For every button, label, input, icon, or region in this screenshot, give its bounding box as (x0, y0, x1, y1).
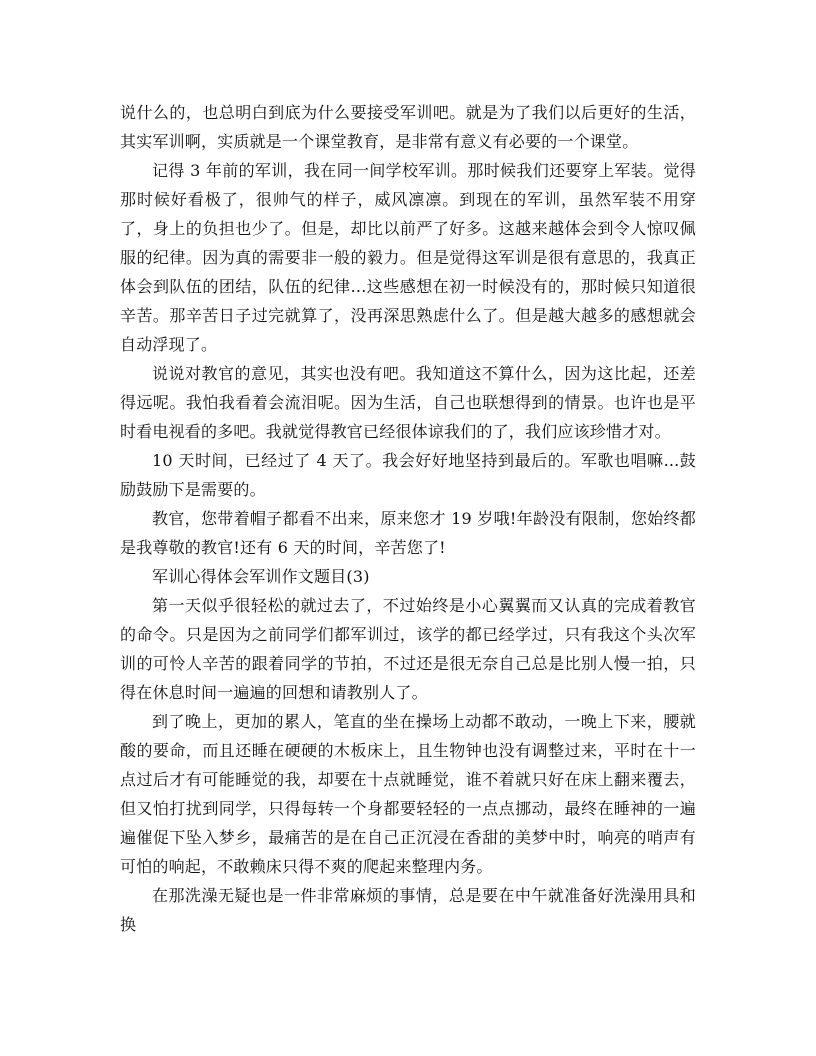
paragraph-evening: 到了晚上，更加的累人，笔直的坐在操场上动都不敢动，一晚上下来，腰就酸的要命，而且还睡在硬硬的木板床上，且生物钟也没有调整过来，平时在十一点过后才有可能睡觉的我，却要在十点就睡觉，谁不着就只好在床上翻来覆去，但又怕打扰到同学，只得每转一个身都要轻轻的一点点挪动，最终在睡神的一遍遍催促下坠入梦乡，最痛苦的是在自己正沉浸在香甜的美梦中时，响亮的哨声有可怕的响起，不敢赖床只得不爽的爬起来整理内务。 (120, 712, 696, 876)
document-page (120, 98, 696, 939)
paragraph-continued: 说什么的，也总明白到底为什么要接受军训吧。就是为了我们以后更好的生活，其实军训啊，实质就是一个课堂教育，是非常有意义有必要的一个课堂。 (120, 103, 696, 151)
paragraph-instructor-age: 教官，您带着帽子都看不出来，原来您才 19 岁哦!年龄没有限制，您始终都是我尊敬的教官!还有 6 天的时间，辛苦您了! (120, 509, 696, 557)
paragraph-ten-days: 10 天时间，已经过了 4 天了。我会好好地坚持到最后的。军歌也唱嘛...鼓励鼓励下是需要的。 (120, 451, 696, 499)
paragraph-first-day: 第一天似乎很轻松的就过去了，不过始终是小心翼翼而又认真的完成着教官的命令。只是因为之前同学们都军训过，该学的都已经学过，只有我这个头次军训的可怜人辛苦的跟着同学的节拍，不过还是很无奈自己总是比别人慢一拍，只得在休息时间一遍遍的回想和请教别人了。 (120, 596, 696, 702)
section-heading: 军训心得体会军训作文题目(3) (152, 567, 370, 586)
paragraph-military-training-memory: 记得 3 年前的军训，我在同一间学校军训。那时候我们还要穿上军装。觉得那时候好看极了，很帅气的样子，威风凛凛。到现在的军训，虽然军装不用穿了，身上的负担也少了。但是，却比以前严了好多。这越来越体会到令人惊叹佩服的纪律。因为真的需要非一般的毅力。但是觉得这军训是很有意思的，我真正体会到队伍的团结，队伍的纪律...这些感想在初一时候没有的，那时候只知道很辛苦。那辛苦日子过完就算了，没再深思熟虑什么了。但是越大越多的感想就会自动浮现了。 (120, 161, 696, 354)
paragraph-bathing: 在那洗澡无疑也是一件非常麻烦的事情，总是要在中午就准备好洗澡用具和换 (120, 886, 696, 934)
paragraph-instructor-opinion: 说说对教官的意见，其实也没有吧。我知道这不算什么，因为这比起，还差得远呢。我怕我看着会流泪呢。因为生活，自己也联想得到的情景。也许也是平时看电视看的多吧。我就觉得教官已经很体谅我们的了，我们应该珍惜才对。 (120, 364, 696, 441)
